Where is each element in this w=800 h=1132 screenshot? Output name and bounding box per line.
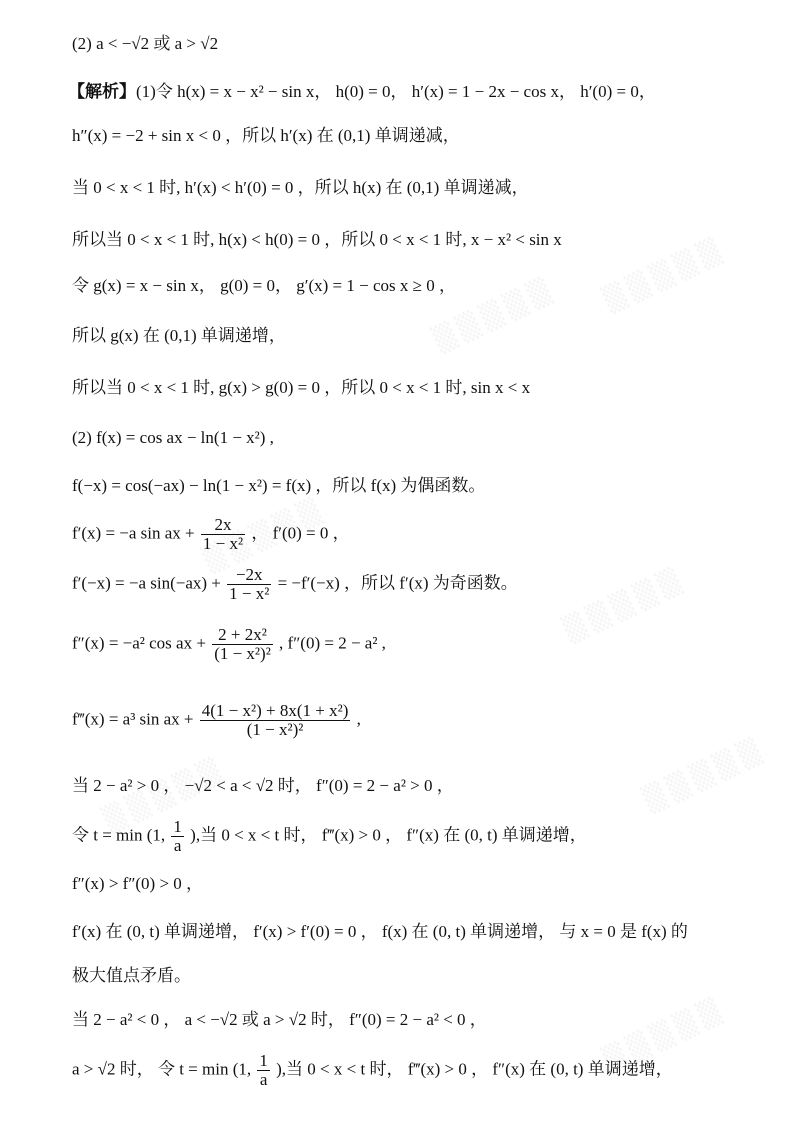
fraction bbox=[201, 516, 245, 553]
text: (1)令 h(x) = x − x² − sin x， h(0) = 0， h′(x) = 1 − 2x − cos x， h′(0) = 0， bbox=[136, 82, 656, 101]
text: ),当 0 < x < t 时， f‴(x) > 0 ， f″(x) 在 (0, t) 单调递增， bbox=[276, 1059, 673, 1079]
fraction bbox=[212, 626, 273, 663]
part2-line-10: f′(x) 在 (0, t) 单调递增， f′(x) > f′(0) = 0 ， f(x) 在 (0, t) 单调递增， 与 x = 0 是 f(x) 的 bbox=[72, 922, 688, 941]
denominator: 1 − x² bbox=[229, 584, 270, 603]
text: ， f′(0) = 0 ， bbox=[251, 523, 350, 543]
fraction bbox=[171, 818, 184, 855]
part2-line-8 bbox=[72, 818, 587, 855]
watermark bbox=[560, 564, 690, 646]
numerator: −2x bbox=[227, 566, 271, 585]
denominator: 1 − x² bbox=[202, 534, 244, 553]
text: f′(x) = −a sin ax + bbox=[72, 523, 195, 543]
part2-line-7: 当 2 − a² > 0 ， −√2 < a < √2 时， f″(0) = 2 − a² > 0 ， bbox=[72, 776, 454, 795]
part2-line-13 bbox=[72, 1052, 673, 1089]
denominator: a bbox=[173, 836, 182, 855]
fraction bbox=[257, 1052, 270, 1089]
text: , f″(0) = 2 − a² , bbox=[279, 633, 386, 653]
solution-line-2: h″(x) = −2 + sin x < 0 ，所以 h′(x) 在 (0,1) 单调递减， bbox=[72, 126, 460, 145]
denominator: (1 − x²)² bbox=[246, 720, 304, 739]
part2-line-2: f(−x) = cos(−ax) − ln(1 − x²) = f(x) ，所以 f(x) 为偶函数。 bbox=[72, 476, 486, 495]
numerator: 2x bbox=[201, 516, 245, 535]
watermark bbox=[640, 734, 770, 816]
text: f′(−x) = −a sin(−ax) + bbox=[72, 573, 221, 593]
solution-line-4: 所以当 0 < x < 1 时, h(x) < h(0) = 0 ，所以 0 < x < 1 时, x − x² < sin x bbox=[72, 230, 562, 249]
part2-line-3 bbox=[72, 516, 350, 553]
numerator: 4(1 − x²) + 8x(1 + x²) bbox=[201, 701, 349, 720]
part2-line-11: 极大值点矛盾。 bbox=[72, 966, 191, 985]
solution-line-1 bbox=[68, 82, 656, 102]
answer-line: (2) a < −√2 或 a > √2 bbox=[72, 34, 219, 53]
analysis-tag: 【解析】 bbox=[68, 82, 136, 101]
text: f″(x) = −a² cos ax + bbox=[72, 633, 206, 653]
part2-line-1: (2) f(x) = cos ax − ln(1 − x²) , bbox=[72, 428, 274, 447]
solution-line-6: 所以 g(x) 在 (0,1) 单调递增， bbox=[72, 326, 286, 345]
denominator: (1 − x²)² bbox=[214, 644, 271, 663]
text: ),当 0 < x < t 时， f‴(x) > 0 ， f″(x) 在 (0, t) 单调递增， bbox=[190, 825, 587, 845]
text: a > √2 时， 令 t = min (1, bbox=[72, 1059, 252, 1079]
denominator: a bbox=[259, 1070, 268, 1089]
numerator: 1 bbox=[173, 817, 182, 836]
watermark bbox=[600, 234, 730, 316]
solution-line-7: 所以当 0 < x < 1 时, g(x) > g(0) = 0 ，所以 0 < x < 1 时, sin x < x bbox=[72, 378, 531, 397]
part2-line-6 bbox=[72, 702, 361, 739]
text: f‴(x) = a³ sin ax + bbox=[72, 709, 194, 729]
part2-line-12: 当 2 − a² < 0 ， a < −√2 或 a > √2 时， f″(0) = 2 − a² < 0 ， bbox=[72, 1010, 487, 1029]
text: , bbox=[356, 709, 361, 729]
part2-line-5 bbox=[72, 626, 386, 663]
solution-line-5: 令 g(x) = x − sin x， g(0) = 0， g′(x) = 1 − cos x ≥ 0 ， bbox=[72, 276, 456, 295]
solution-line-3: 当 0 < x < 1 时, h′(x) < h′(0) = 0 ，所以 h(x) 在 (0,1) 单调递减， bbox=[72, 178, 529, 197]
part2-line-9: f″(x) > f″(0) > 0 ， bbox=[72, 874, 204, 893]
fraction bbox=[200, 702, 351, 739]
part2-line-4 bbox=[72, 566, 518, 603]
fraction bbox=[227, 566, 271, 603]
numerator: 1 bbox=[259, 1051, 268, 1070]
numerator: 2 + 2x² bbox=[212, 626, 273, 645]
text: 令 t = min (1, bbox=[72, 825, 166, 845]
text: = −f′(−x) ，所以 f′(x) 为奇函数。 bbox=[277, 573, 518, 593]
